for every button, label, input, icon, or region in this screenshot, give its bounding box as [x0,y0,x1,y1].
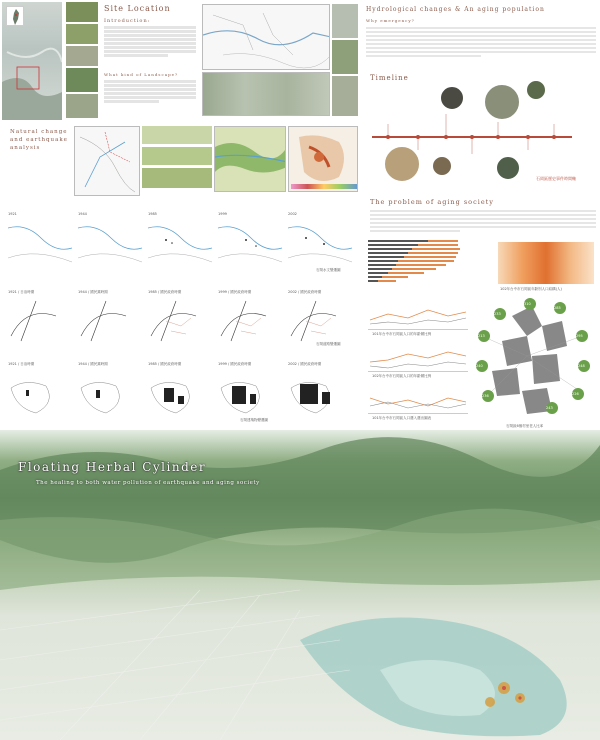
age-structure-caption: 102年台中市石岡區年齡別人口結構(人) [500,287,562,291]
map-label: 1921 / 日治時期 [8,362,35,366]
map-label: 1944 [78,212,87,216]
district-value: 295 [576,334,583,338]
timeline-caption: 石岡區歷史事件時間軸 [536,176,576,181]
landscape-text-block [104,79,196,111]
emergency-text-block [366,25,596,65]
district-value: 248 [578,364,585,368]
line-chart-3-caption: 101年台中市石岡區人口遷入遷出圖表 [372,416,432,420]
district-value: 310 [524,302,531,306]
population-pyramid [368,240,468,290]
introduction-text-block [104,25,196,65]
river-aerial-strip [202,72,330,116]
timeline-title: Timeline [370,74,409,82]
map-label: 1921 [8,212,17,216]
river-overview-map [202,4,330,70]
map-label: 1985 / 國民政府時期 [148,362,182,366]
natural-change-title: Natural change and earthquake analysis [10,129,68,151]
district-value: 240 [476,364,483,368]
line-chart-3 [368,386,468,414]
map-label: 1944 / 國民黨時期 [78,362,108,366]
district-value: 236 [482,394,489,398]
district-value: 243 [546,406,553,410]
landuse-map [214,126,286,192]
map-label: 2002 / 國民政府時期 [288,290,322,294]
side-photo-column [332,4,358,116]
district-aging-map [472,296,596,422]
hydro-change-row [6,212,362,276]
district-value: 285 [554,306,561,310]
map-row-caption: 石岡道路變遷圖 [316,342,341,346]
what-kind-title: What kind of Landscape? [104,72,179,77]
taiwan-inset-map [6,6,24,26]
map-label: 1944 / 國民黨時期 [78,290,108,294]
district-value: 233 [494,312,501,316]
line-chart-2 [368,344,468,372]
aging-text-block [370,208,596,238]
building-change-row [6,362,362,424]
map-row-caption: 石岡水文變遷圖 [316,268,341,272]
fault-map [74,126,140,196]
map-label: 2002 [288,212,297,216]
introduction-title: Introduction: [104,18,151,24]
map-label: 1985 / 國民政府時期 [148,290,182,294]
line-chart-1 [368,300,468,330]
line-chart-2-caption: 102年台中市石岡區人口的年齡層比例 [372,374,432,378]
map-label: 1921 / 日治時期 [8,290,35,294]
hero-subtitle: The healing to both water pollution of earthquake and aging society [36,480,260,486]
district-value: 226 [572,392,579,396]
district-value: 213 [478,334,485,338]
hydro-aging-title: Hydrological changes & An aging population [366,6,545,13]
line-chart-1-caption: 101年台中市石岡區人口的年齡層比例 [372,332,432,336]
map-label: 1999 / 國民政府時期 [218,362,252,366]
why-emergency-title: Why emergency? [366,18,415,23]
aging-problem-title: The problem of aging society [370,198,494,206]
map-label: 1999 [218,212,227,216]
aerial-rendering [0,430,600,740]
district-map-caption: 石岡區6個村里老人比率 [506,424,544,428]
map-label: 1985 [148,212,157,216]
timeline-block [366,84,598,196]
map-row-caption: 石岡建築物變遷圖 [240,418,268,422]
site-location-title: Site Location [104,4,171,13]
road-change-row [6,290,362,350]
age-structure-chart [498,242,594,284]
green-zone-maps [142,126,212,194]
site-photo-strip [66,2,98,120]
site-satellite-photo [2,2,62,120]
hazard-map [288,126,358,192]
map-label: 2002 / 國民政府時期 [288,362,322,366]
map-label: 1999 / 國民政府時期 [218,290,252,294]
hero-title: Floating Herbal Cylinder [18,460,207,474]
